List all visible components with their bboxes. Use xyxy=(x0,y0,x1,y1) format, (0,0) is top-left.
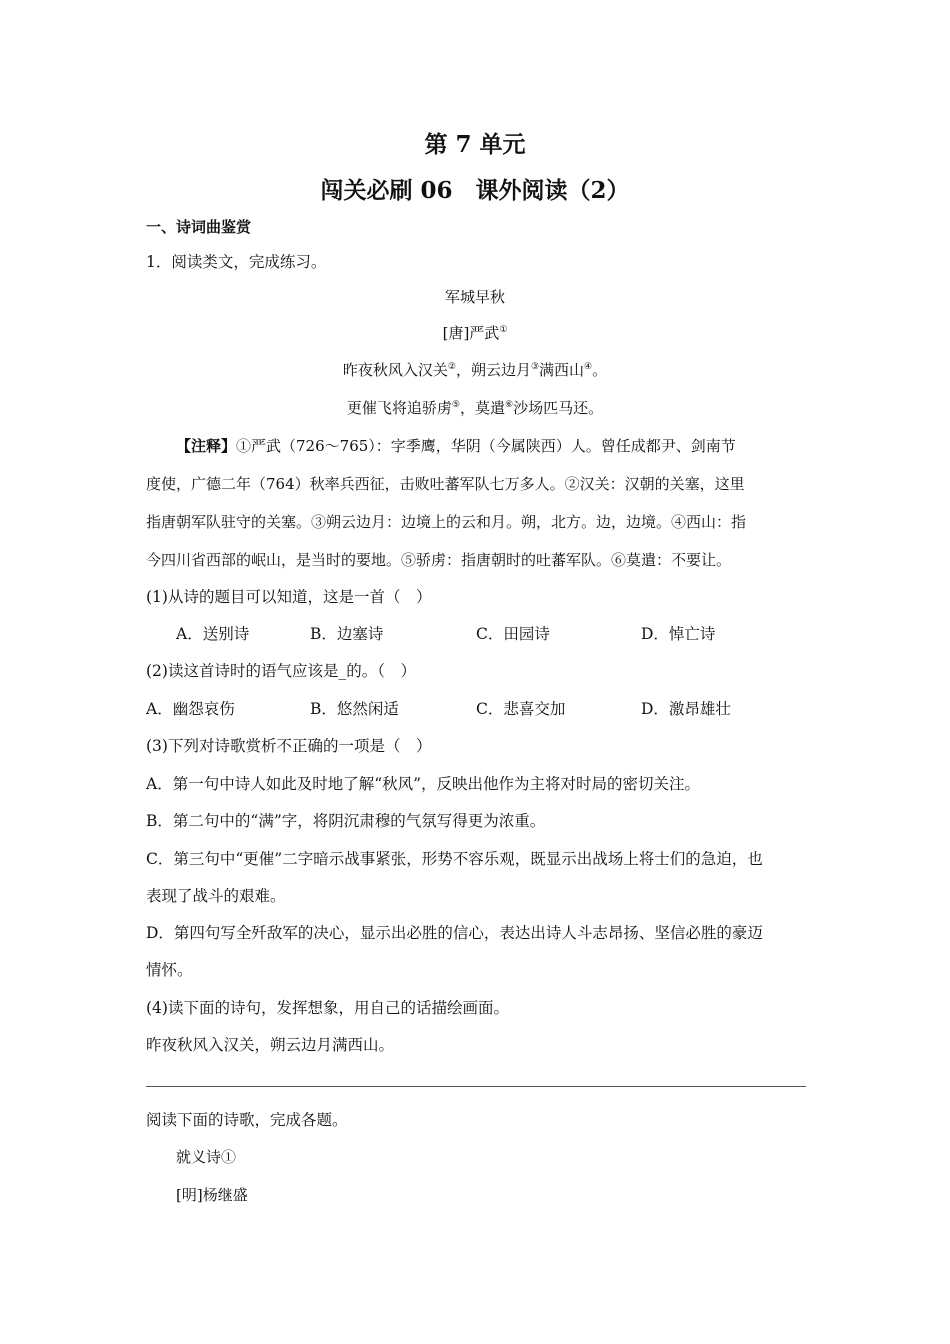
poem-text: 满西山 xyxy=(539,361,585,379)
footnote-mark: ② xyxy=(447,362,456,372)
q4-quote: 昨夜秋风入汉关，朔云边月满西山。 xyxy=(146,1036,395,1054)
poem-text: 更催飞将追骄虏 xyxy=(346,399,452,417)
q1-option-c: C．田园诗 xyxy=(476,625,550,643)
unit-title: 第 7 单元 xyxy=(424,131,526,158)
q3-option-a: A．第一句中诗人如此及时地了解“秋风”，反映出他作为主将对时局的密切关注。 xyxy=(146,775,701,793)
notes-line-2: 度使，广德二年（764）秋率兵西征，击败吐蕃军队七万多人。②汉关：汉朝的关塞，这里 xyxy=(146,475,745,493)
footnote-mark: ① xyxy=(499,325,508,335)
poem-author xyxy=(0,322,950,343)
poem-title: 军城早秋 xyxy=(444,288,505,306)
q3-option-b: B．第二句中的“满”字，将阴沉肃穆的气氛写得更为浓重。 xyxy=(146,812,546,830)
q2-option-c: C．悲喜交加 xyxy=(476,700,566,718)
footnote-mark: ⑤ xyxy=(451,400,460,410)
poem-line-1 xyxy=(0,359,950,380)
q3-option-d: D．第四句写全歼敌军的决心，显示出必胜的信心，表达出诗人斗志昂扬、坚信必胜的豪迈 xyxy=(146,924,763,942)
q4-stem: (4)读下面的诗句，发挥想象，用自己的话描绘画面。 xyxy=(146,999,509,1017)
poem-line-2 xyxy=(0,397,950,418)
section2-instruction: 阅读下面的诗歌，完成各题。 xyxy=(146,1111,348,1129)
q2-option-d: D．激昂雄壮 xyxy=(641,700,731,718)
q2-option-b: B．悠然闲适 xyxy=(310,700,399,718)
notes-line-4: 今四川省西部的岷山，是当时的要地。⑤骄虏：指唐朝时的吐蕃军队。⑥莫遣：不要让。 xyxy=(146,551,732,569)
section2-poem-author: [明]杨继盛 xyxy=(176,1186,248,1204)
q1-stem: (1)从诗的题目可以知道，这是一首（ ） xyxy=(146,588,432,606)
notes-line-1 xyxy=(176,435,736,456)
poem-text: 沙场匹马还。 xyxy=(513,399,604,417)
notes-text: ①严武（726～765）：字季鹰，华阴（今属陕西）人。曾任成都尹、剑南节 xyxy=(236,437,736,455)
q3-option-c-cont: 表现了战斗的艰难。 xyxy=(146,887,286,905)
footnote-mark: ③ xyxy=(530,362,540,372)
question-instruction: 1．阅读类文，完成练习。 xyxy=(146,253,327,271)
page-title: 闯关必刷 06 课外阅读（2） xyxy=(320,177,630,204)
section2-poem-title: 就义诗① xyxy=(176,1148,237,1166)
q2-option-a: A．幽怨哀伤 xyxy=(146,700,235,718)
q1-option-d: D．悼亡诗 xyxy=(641,625,716,643)
q1-option-a: A．送别诗 xyxy=(176,625,250,643)
divider xyxy=(146,1086,806,1087)
q3-option-d-cont: 情怀。 xyxy=(146,961,193,979)
poem-text: ，莫遣 xyxy=(459,399,505,417)
q2-stem: (2)读这首诗时的语气应该是_的。（ ） xyxy=(146,662,416,680)
notes-line-3: 指唐朝军队驻守的关塞。③朔云边月：边境上的云和月。朔，北方。边，边境。④西山：指 xyxy=(146,513,747,531)
section-heading: 一、诗词曲鉴赏 xyxy=(146,218,252,236)
footnote-mark: ⑥ xyxy=(505,400,514,410)
notes-label: 【注释】 xyxy=(176,437,237,455)
q3-stem: (3)下列对诗歌赏析不正确的一项是（ ） xyxy=(146,737,432,755)
poem-author-name: [唐]严武 xyxy=(442,324,500,342)
poem-text: 。 xyxy=(592,361,608,379)
poem-text: 昨夜秋风入汉关 xyxy=(342,361,448,379)
poem-text: ，朔云边月 xyxy=(455,361,531,379)
footnote-mark: ④ xyxy=(584,362,593,372)
q3-option-c: C．第三句中“更催”二字暗示战事紧张，形势不容乐观，既显示出战场上将士们的急迫，也 xyxy=(146,850,763,868)
q1-option-b: B．边塞诗 xyxy=(310,625,384,643)
